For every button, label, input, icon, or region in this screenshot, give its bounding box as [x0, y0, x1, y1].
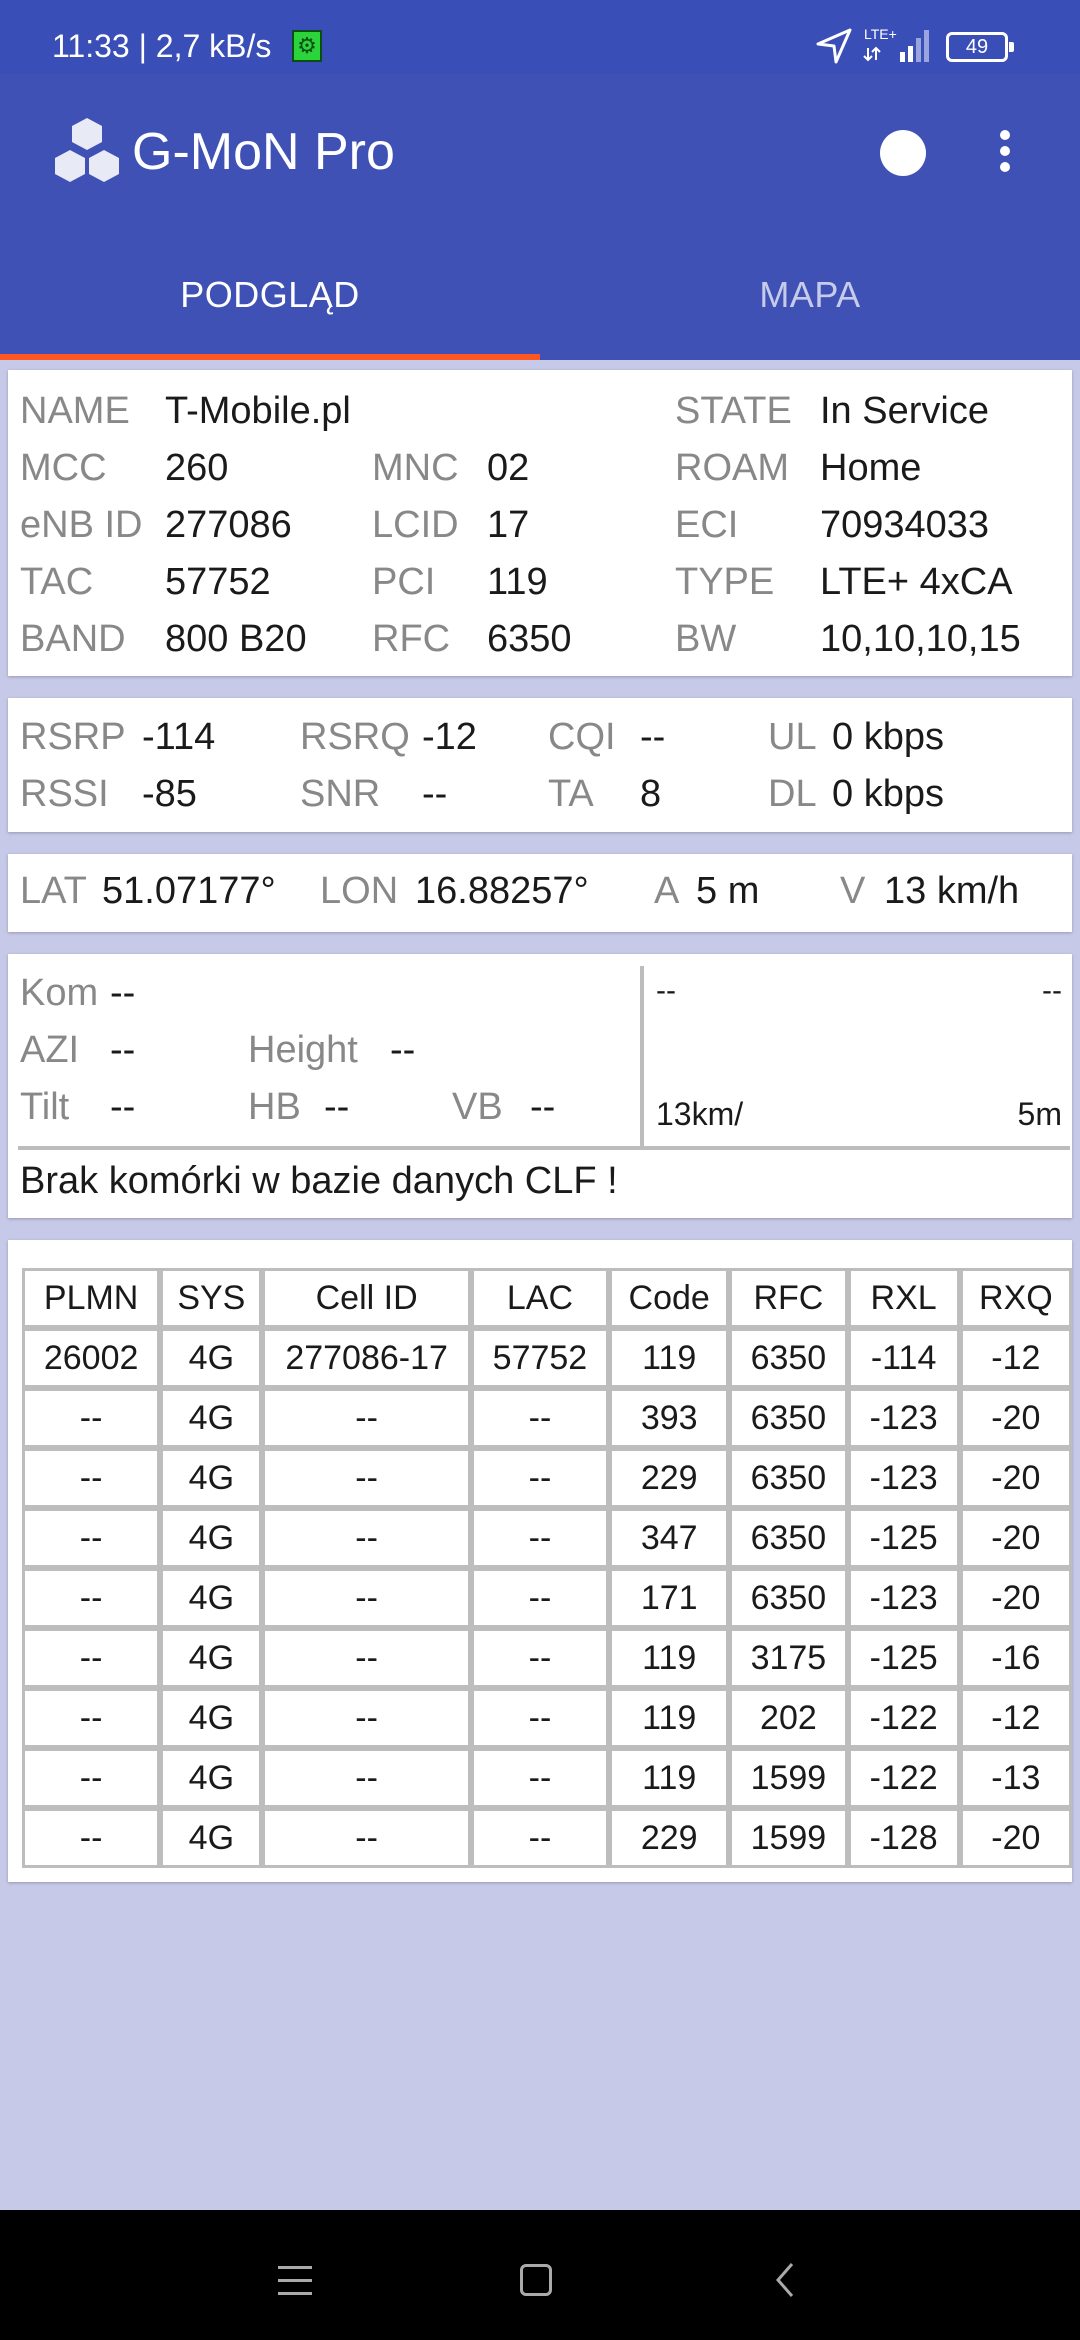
- dl-label: DL: [768, 773, 817, 815]
- eci-label: ECI: [675, 504, 739, 546]
- network-activity-icon: ⚙: [292, 30, 322, 62]
- table-cell: --: [22, 1748, 160, 1808]
- table-cell: 4G: [160, 1508, 262, 1568]
- table-cell: 4G: [160, 1748, 262, 1808]
- table-cell: -125: [848, 1508, 960, 1568]
- rsrq-label: RSRQ: [300, 716, 410, 758]
- hb-label: HB: [248, 1086, 301, 1128]
- table-cell: -20: [960, 1808, 1072, 1868]
- table-cell: --: [262, 1508, 470, 1568]
- table-cell: -122: [848, 1688, 960, 1748]
- table-row: [22, 1808, 1072, 1868]
- column-header: RFC: [729, 1268, 847, 1328]
- clf-message: Brak komórki w bazie danych CLF !: [20, 1160, 618, 1202]
- speed-label: V: [840, 870, 866, 912]
- table-row: [22, 1388, 1072, 1448]
- lat-value: 51.07177°: [102, 870, 276, 912]
- location-arrow-icon: [814, 26, 854, 66]
- table-cell: --: [262, 1388, 470, 1448]
- table-cell: 229: [609, 1448, 729, 1508]
- table-cell: 6350: [729, 1568, 847, 1628]
- table-cell: 277086-17: [262, 1328, 470, 1388]
- band-value: 800 B20: [165, 618, 307, 660]
- accuracy-label: A: [654, 870, 680, 912]
- table-cell: --: [262, 1748, 470, 1808]
- recent-apps-icon[interactable]: [278, 2266, 312, 2296]
- table-cell: --: [262, 1448, 470, 1508]
- type-value: LTE+ 4xCA: [820, 561, 1013, 603]
- tac-label: TAC: [20, 561, 94, 603]
- cqi-label: CQI: [548, 716, 616, 758]
- column-header: RXQ: [960, 1268, 1072, 1328]
- mnc-value: 02: [487, 447, 530, 489]
- table-cell: --: [22, 1448, 160, 1508]
- hb-value: --: [324, 1086, 350, 1128]
- app-title: G-MoN Pro: [132, 123, 395, 181]
- table-cell: 4G: [160, 1328, 262, 1388]
- table-cell: -123: [848, 1388, 960, 1448]
- table-cell: --: [471, 1688, 609, 1748]
- back-icon[interactable]: [770, 2258, 800, 2302]
- table-cell: 229: [609, 1808, 729, 1868]
- table-cell: -125: [848, 1628, 960, 1688]
- table-row: [22, 1328, 1072, 1388]
- table-cell: 4G: [160, 1628, 262, 1688]
- table-cell: --: [471, 1388, 609, 1448]
- table-cell: --: [471, 1568, 609, 1628]
- lcid-label: LCID: [372, 504, 459, 546]
- name-value: T-Mobile.pl: [165, 390, 351, 432]
- table-cell: 3175: [729, 1628, 847, 1688]
- home-icon[interactable]: [520, 2264, 552, 2296]
- table-cell: --: [262, 1628, 470, 1688]
- system-nav-bar: [0, 2210, 1080, 2340]
- lon-label: LON: [320, 870, 399, 912]
- neighbor-cells-table: [22, 1268, 1072, 1868]
- height-value: --: [390, 1029, 416, 1071]
- rsrp-label: RSRP: [20, 716, 126, 758]
- mcc-label: MCC: [20, 447, 107, 489]
- eci-value: 70934033: [820, 504, 990, 546]
- panel-top-left: --: [656, 974, 676, 1007]
- table-row: [22, 1508, 1072, 1568]
- table-cell: 6350: [729, 1448, 847, 1508]
- rsrq-value: -12: [422, 716, 477, 758]
- name-label: NAME: [20, 390, 130, 432]
- table-cell: --: [262, 1688, 470, 1748]
- message-divider: [18, 1146, 1070, 1150]
- dl-value: 0 kbps: [832, 773, 944, 815]
- pci-value: 119: [487, 561, 548, 603]
- rfc-value: 6350: [487, 618, 572, 660]
- table-cell: -20: [960, 1388, 1072, 1448]
- speed-value: 13 km/h: [884, 870, 1020, 912]
- table-cell: 1599: [729, 1748, 847, 1808]
- column-header: Code: [609, 1268, 729, 1328]
- cqi-value: --: [640, 716, 666, 758]
- ta-label: TA: [548, 773, 594, 815]
- lat-label: LAT: [20, 870, 87, 912]
- table-cell: 202: [729, 1688, 847, 1748]
- lcid-value: 17: [487, 504, 530, 546]
- azi-label: AZI: [20, 1029, 80, 1071]
- table-cell: 6350: [729, 1508, 847, 1568]
- table-cell: -123: [848, 1568, 960, 1628]
- snr-value: --: [422, 773, 448, 815]
- table-cell: --: [471, 1748, 609, 1808]
- panel-top-right: --: [1042, 974, 1062, 1007]
- table-cell: --: [22, 1388, 160, 1448]
- table-cell: -114: [848, 1328, 960, 1388]
- status-time-speed: 11:33 | 2,7 kB/s: [52, 28, 272, 64]
- table-cell: 119: [609, 1328, 729, 1388]
- table-header-row: [22, 1268, 1072, 1328]
- table-row: [22, 1568, 1072, 1628]
- roam-label: ROAM: [675, 447, 789, 489]
- table-cell: -122: [848, 1748, 960, 1808]
- ul-label: UL: [768, 716, 817, 758]
- table-cell: 119: [609, 1628, 729, 1688]
- table-cell: 4G: [160, 1688, 262, 1748]
- app-bar: [0, 74, 1080, 360]
- tilt-value: --: [110, 1086, 136, 1128]
- table-cell: --: [22, 1508, 160, 1568]
- ul-value: 0 kbps: [832, 716, 944, 758]
- mnc-label: MNC: [372, 447, 459, 489]
- table-cell: 119: [609, 1688, 729, 1748]
- location-card: [8, 854, 1072, 932]
- table-cell: 57752: [471, 1328, 609, 1388]
- table-row: [22, 1628, 1072, 1688]
- table-cell: 4G: [160, 1568, 262, 1628]
- table-cell: 119: [609, 1748, 729, 1808]
- rssi-label: RSSI: [20, 773, 109, 815]
- table-cell: 347: [609, 1508, 729, 1568]
- table-cell: -20: [960, 1508, 1072, 1568]
- table-row: [22, 1448, 1072, 1508]
- signal-card: [8, 698, 1072, 832]
- table-cell: -16: [960, 1628, 1072, 1688]
- column-header: SYS: [160, 1268, 262, 1328]
- table-cell: 6350: [729, 1388, 847, 1448]
- table-cell: --: [262, 1808, 470, 1868]
- column-header: RXL: [848, 1268, 960, 1328]
- vb-label: VB: [452, 1086, 503, 1128]
- more-options-icon[interactable]: [1000, 124, 1010, 184]
- enb-id-label: eNB ID: [20, 504, 143, 546]
- table-cell: 26002: [22, 1328, 160, 1388]
- table-cell: 393: [609, 1388, 729, 1448]
- band-label: BAND: [20, 618, 126, 660]
- network-type-label: LTE+: [864, 26, 897, 42]
- table-cell: 4G: [160, 1808, 262, 1868]
- table-cell: 1599: [729, 1808, 847, 1868]
- state-value: In Service: [820, 390, 989, 432]
- state-label: STATE: [675, 390, 792, 432]
- table-cell: -12: [960, 1328, 1072, 1388]
- rfc-label: RFC: [372, 618, 451, 660]
- table-cell: -12: [960, 1688, 1072, 1748]
- tab-indicator: [0, 354, 540, 360]
- ta-value: 8: [640, 773, 662, 815]
- bw-value: 10,10,10,15: [820, 618, 1021, 660]
- table-cell: --: [22, 1808, 160, 1868]
- column-header: PLMN: [22, 1268, 160, 1328]
- cell-database-card: [8, 954, 1072, 1218]
- lon-value: 16.88257°: [415, 870, 589, 912]
- column-header: LAC: [471, 1268, 609, 1328]
- enb-id-value: 277086: [165, 504, 292, 546]
- panel-bottom-left: 13km/: [656, 1096, 744, 1132]
- table-cell: --: [22, 1568, 160, 1628]
- table-cell: --: [471, 1628, 609, 1688]
- pci-label: PCI: [372, 561, 436, 603]
- table-cell: --: [471, 1808, 609, 1868]
- panel-bottom-right: 5m: [1017, 1096, 1062, 1132]
- rssi-value: -85: [142, 773, 197, 815]
- table-cell: --: [262, 1568, 470, 1628]
- table-cell: 4G: [160, 1388, 262, 1448]
- kom-label: Kom: [20, 972, 99, 1014]
- type-label: TYPE: [675, 561, 775, 603]
- table-cell: --: [22, 1688, 160, 1748]
- column-header: Cell ID: [262, 1268, 470, 1328]
- kom-value: --: [110, 972, 136, 1014]
- tab-map[interactable]: MAPA: [759, 274, 861, 315]
- roam-value: Home: [820, 447, 922, 489]
- serving-cell-card: [8, 370, 1072, 676]
- table-cell: --: [471, 1508, 609, 1568]
- bw-label: BW: [675, 618, 737, 660]
- tilt-label: Tilt: [20, 1086, 70, 1128]
- height-label: Height: [248, 1029, 358, 1071]
- table-row: [22, 1748, 1072, 1808]
- table-cell: -128: [848, 1808, 960, 1868]
- vb-value: --: [530, 1086, 556, 1128]
- azi-value: --: [110, 1029, 136, 1071]
- table-cell: --: [471, 1448, 609, 1508]
- table-cell: -20: [960, 1448, 1072, 1508]
- snr-label: SNR: [300, 773, 381, 815]
- table-cell: -123: [848, 1448, 960, 1508]
- tab-overview[interactable]: PODGLĄD: [180, 274, 360, 315]
- table-cell: -13: [960, 1748, 1072, 1808]
- panel-divider: [640, 966, 644, 1146]
- app-logo-icon: [52, 116, 122, 188]
- table-cell: 171: [609, 1568, 729, 1628]
- signal-strength-icon: [862, 22, 934, 66]
- neighbor-cells-card: [8, 1240, 1072, 1882]
- mcc-value: 260: [165, 447, 229, 489]
- table-row: [22, 1688, 1072, 1748]
- tac-value: 57752: [165, 561, 271, 603]
- table-cell: 6350: [729, 1328, 847, 1388]
- table-cell: -20: [960, 1568, 1072, 1628]
- accuracy-value: 5 m: [696, 870, 760, 912]
- battery-icon: 49: [946, 32, 1008, 62]
- status-bar: [0, 0, 1080, 74]
- rsrp-value: -114: [142, 716, 216, 758]
- table-cell: --: [22, 1628, 160, 1688]
- record-button[interactable]: [880, 130, 926, 176]
- table-cell: 4G: [160, 1448, 262, 1508]
